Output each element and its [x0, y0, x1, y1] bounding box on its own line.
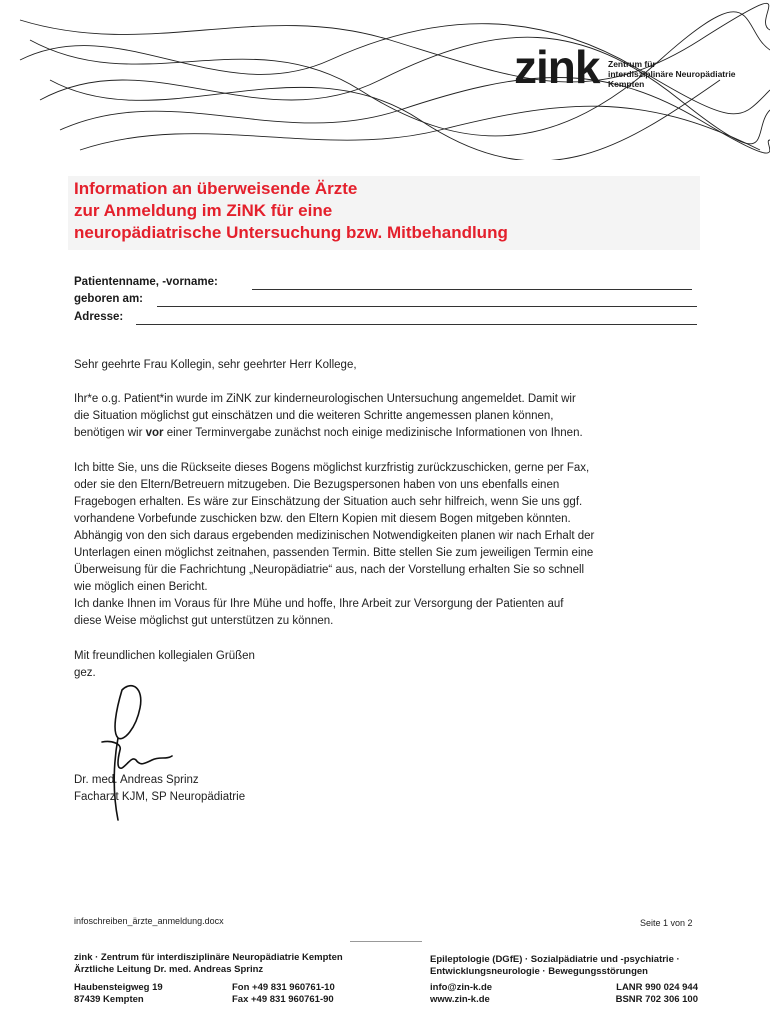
footer-org [74, 952, 343, 976]
salutation: Sehr geehrte Frau Kollegin, sehr geehrter Herr Kollege, [74, 359, 357, 371]
footer-leitung: Ärztliche Leitung Dr. med. Andreas Sprinz [74, 964, 264, 975]
patient-name-line[interactable] [252, 289, 692, 290]
signer-name: Dr. med. Andreas Sprinz [74, 774, 199, 786]
footer-city: 87439 Kempten [74, 994, 144, 1005]
birth-date-label: geboren am: [74, 293, 144, 305]
signature-icon [92, 680, 182, 830]
footer-fax: Fax +49 831 960761-90 [232, 994, 334, 1005]
gez-line: gez. [74, 667, 96, 679]
footer-web[interactable]: www.zin-k.de [430, 994, 490, 1005]
footer-address [74, 982, 163, 1006]
paragraph-2-line-10: diese Weise möglichst gut unterstützen zu können. [74, 615, 334, 627]
text: einer Terminvergabe zunächst noch einige medizinische Informationen von Ihnen. [163, 427, 583, 439]
footer-specialties-2: Entwicklungsneurologie · Bewegungsstörungen [430, 966, 648, 977]
paragraph-1-line-2: die Situation möglichst gut einschätzen und die weiteren Schritte angemessen planen können, [74, 410, 554, 422]
closing [74, 648, 704, 682]
paragraph-2-line-4: vorhandene Vorbefunde zuschicken bzw. den Eltern Kopien mit diesem Bogen mitgeben könnten. [74, 513, 571, 525]
footer-specialties-1: Epileptologie (DGfE) · Sozialpädiatrie und -psychiatrie · [430, 954, 680, 965]
signer-title: Facharzt KJM, SP Neuropädiatrie [74, 791, 246, 803]
patient-name-label: Patientenname, -vorname: [74, 276, 218, 288]
paragraph-1 [74, 391, 704, 442]
logo-line-1: Zentrum für [608, 59, 656, 69]
paragraph-2-line-2: oder sie den Eltern/Betreuern mitzugeben. Die Bezugspersonen haben von uns ebenfalls einen [74, 479, 560, 491]
footer-phone: Fon +49 831 960761-10 [232, 982, 335, 993]
footer-bsnr: BSNR 702 306 100 [615, 994, 698, 1005]
footer-divider [350, 941, 422, 942]
emphasis-vor: vor [145, 427, 164, 439]
footer-org-rest: · Zentrum für interdisziplinäre Neuropädiatrie Kempten [92, 952, 343, 963]
page-number: Seite 1 von 2 [640, 918, 693, 928]
paragraph-1-line-1: Ihr*e o.g. Patient*in wurde im ZiNK zur kinderneurologischen Untersuchung angemeldet. Damit wir [74, 393, 576, 405]
footer-org-line [74, 952, 343, 964]
paragraph-2-line-3: Fragebogen erhalten. Es wäre zur Einschätzung der Situation auch sehr hilfreich, wenn Sie uns ggf. [74, 496, 583, 508]
paragraph-1-line-3 [74, 425, 704, 442]
title-line-2: zur Anmeldung im ZiNK für eine [74, 201, 333, 220]
title-line-1: Information an überweisende Ärzte [74, 179, 358, 198]
footer-lanr: LANR 990 024 944 [616, 982, 698, 993]
address-line[interactable] [136, 324, 697, 325]
title-line-3: neuropädiatrische Untersuchung bzw. Mitbehandlung [74, 223, 508, 242]
footer-ids [610, 982, 698, 1006]
paragraph-2-line-6: Unterlagen einen möglichst zeitnahen, passenden Termin. Bitte stellen Sie zum jeweiligen Termin eine [74, 547, 594, 559]
paragraph-2-line-9: Ich danke Ihnen im Voraus für Ihre Mühe und hoffe, Ihre Arbeit zur Versorgung der Patienten auf [74, 598, 564, 610]
footer-email[interactable]: info@zin-k.de [430, 982, 493, 993]
paragraph-2-line-7: Überweisung für die Fachrichtung „Neuropädiatrie“ aus, nach der Vorstellung erhalten Sie so schnell [74, 564, 585, 576]
signer-block [74, 772, 245, 806]
logo-wordmark: zink [514, 41, 600, 93]
closing-line: Mit freundlichen kollegialen Grüßen [74, 650, 255, 662]
birth-date-line[interactable] [157, 306, 697, 307]
file-name: infoschreiben_ärzte_anmeldung.docx [74, 916, 224, 926]
footer-phone-fax [232, 982, 335, 1006]
logo-subtitle [608, 59, 736, 89]
address-label: Adresse: [74, 311, 124, 323]
paragraph-2 [74, 460, 704, 630]
paragraph-2-line-8: wie möglich einen Bericht. [74, 581, 208, 593]
paragraph-2-line-5: Abhängig von den sich daraus ergebenden medizinischen Notwendigkeiten planen wir nach Erhalt der [74, 530, 595, 542]
document-title [74, 178, 508, 244]
footer-street: Haubensteigweg 19 [74, 982, 163, 993]
footer-contact [430, 982, 492, 1006]
footer-specialties [430, 954, 680, 978]
footer-org-prefix: zink [74, 952, 93, 963]
logo-line-2: interdisziplinäre Neuropädiatrie [608, 69, 736, 79]
logo-line-3: Kempten [608, 79, 645, 89]
paragraph-2-line-1: Ich bitte Sie, uns die Rückseite dieses Bogens möglichst kurzfristig zurückzuschicken, gerne per Fax, [74, 462, 590, 474]
text: benötigen wir [74, 427, 146, 439]
